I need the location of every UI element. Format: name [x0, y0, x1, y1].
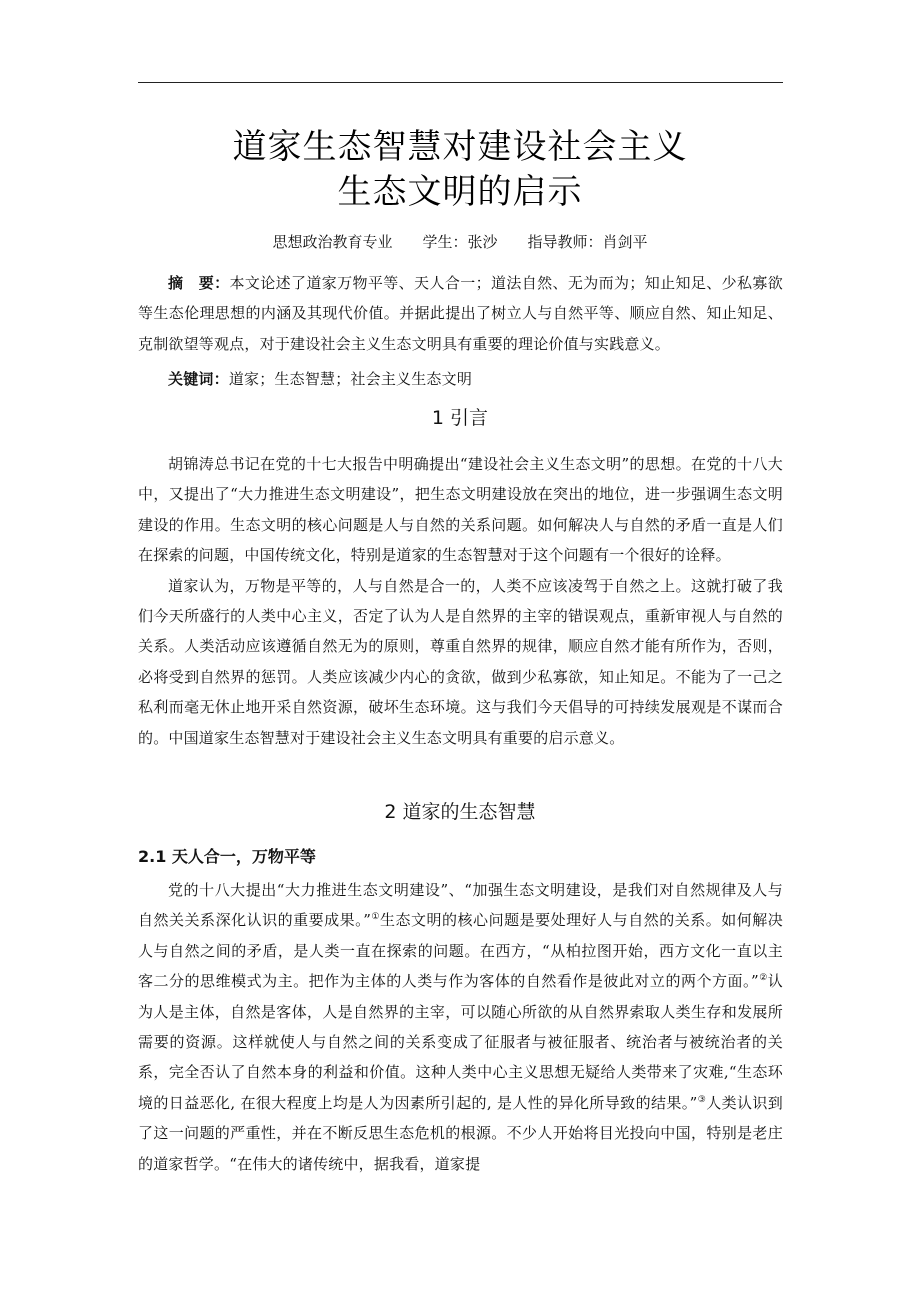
keywords-text: 道家；生态智慧；社会主义生态文明: [228, 370, 473, 388]
subsection-body: [138, 875, 783, 1179]
paragraph: 道家认为，万物是平等的，人与自然是合一的，人类不应该凌驾于自然之上。这就打破了我们今天所盛行的人类中心主义，否定了认为人是自然界的主宰的错误观点，重新审视人与自然的关系。人类活动应该遵循自然无为的原则，尊重自然界的规律，顺应自然才能有所作为，否则，必将受到自然界的惩罚。人类应该减少内心的贪欲，做到少私寡欲，知止知足。不能为了一己之私利而毫无休止地开采自然资源，破坏生态环境。这与我们今天倡导的可持续发展观是不谋而合的。中国道家生态智慧对于建设社会主义生态文明具有重要的启示意义。: [138, 576, 783, 747]
major-label: 思想政治教育专业: [272, 233, 393, 251]
section-heading-introduction: 1 引言: [431, 407, 489, 429]
keywords-label: 关键词：: [168, 370, 229, 388]
section-heading-ecological-wisdom: 2 道家的生态智慧: [384, 801, 536, 823]
keywords: [138, 364, 783, 394]
paper-title-line2: 生态文明的启示: [337, 172, 583, 212]
footnote-ref-3[interactable]: ③: [697, 1094, 707, 1105]
header-rule: [138, 82, 783, 83]
advisor-label: 指导教师：肖剑平: [527, 233, 648, 251]
abstract: [138, 268, 783, 359]
paragraph: 胡锦涛总书记在党的十七大报告中明确提出“建设社会主义生态文明”的思想。在党的十八大中，又提出了“大力推进生态文明建设”，把生态文明建设放在突出的地位，进一步强调生态文明建设的作用。生态文明的核心问题是人与自然的关系问题。如何解决人与自然的矛盾一直是人们在探索的问题，中国传统文化，特别是道家的生态智慧对于这个问题有一个很好的诠释。: [138, 455, 783, 565]
abstract-text: 本文论述了道家万物平等、天人合一；道法自然、无为而为；知止知足、少私寡欲等生态伦理思想的内涵及其现代价值。并据此提出了树立人与自然平等、顺应自然、知止知足、克制欲望等观点，对于建设社会主义生态文明具有重要的理论价值与实践意义。: [138, 274, 783, 353]
author-byline: [0, 230, 920, 254]
paragraph: 党的十八大提出“大力推进生态文明建设”、“加强生态文明建设，是我们对自然规律及人与自然关关系深化认识的重要成果。”①生态文明的核心问题是要处理好人与自然的关系。如何解决人与自然之间的矛盾，是人类一直在探索的问题。在西方，“从柏拉图开始，西方文化一直以主客二分的思维模式为主。把作为主体的人类与作为客体的自然看作是彼此对立的两个方面。”②认为人是主体，自然是客体，人是自然界的主宰，可以随心所欲的从自然界索取人类生存和发展所需要的资源。这样就使人与自然之间的关系变成了征服者与被征服者、统治者与被统治者的关系，完全否认了自然本身的利益和价值。这种人类中心主义思想无疑给人类带来了灾难,“生态环境的日益恶化, 在很大程度上均是人为因素所引起的, 是人性的异化所导致的结果。”③人类认识到了这一问题的严重性，并在不断反思生态危机的根源。不少人开始将目光投向中国，特别是老庄的道家哲学。“在伟大的诸传统中，据我看，道家提: [138, 881, 784, 1173]
abstract-label: 摘 要：: [168, 274, 230, 292]
introduction-body: [138, 449, 783, 753]
subsection-heading: 2.1 天人合一，万物平等: [138, 847, 316, 866]
paper-title-line1: 道家生态智慧对建设社会主义: [232, 127, 688, 167]
footnote-ref-2[interactable]: ②: [758, 973, 768, 984]
student-label: 学生：张沙: [422, 233, 498, 251]
footnote-ref-1[interactable]: ①: [371, 912, 380, 923]
